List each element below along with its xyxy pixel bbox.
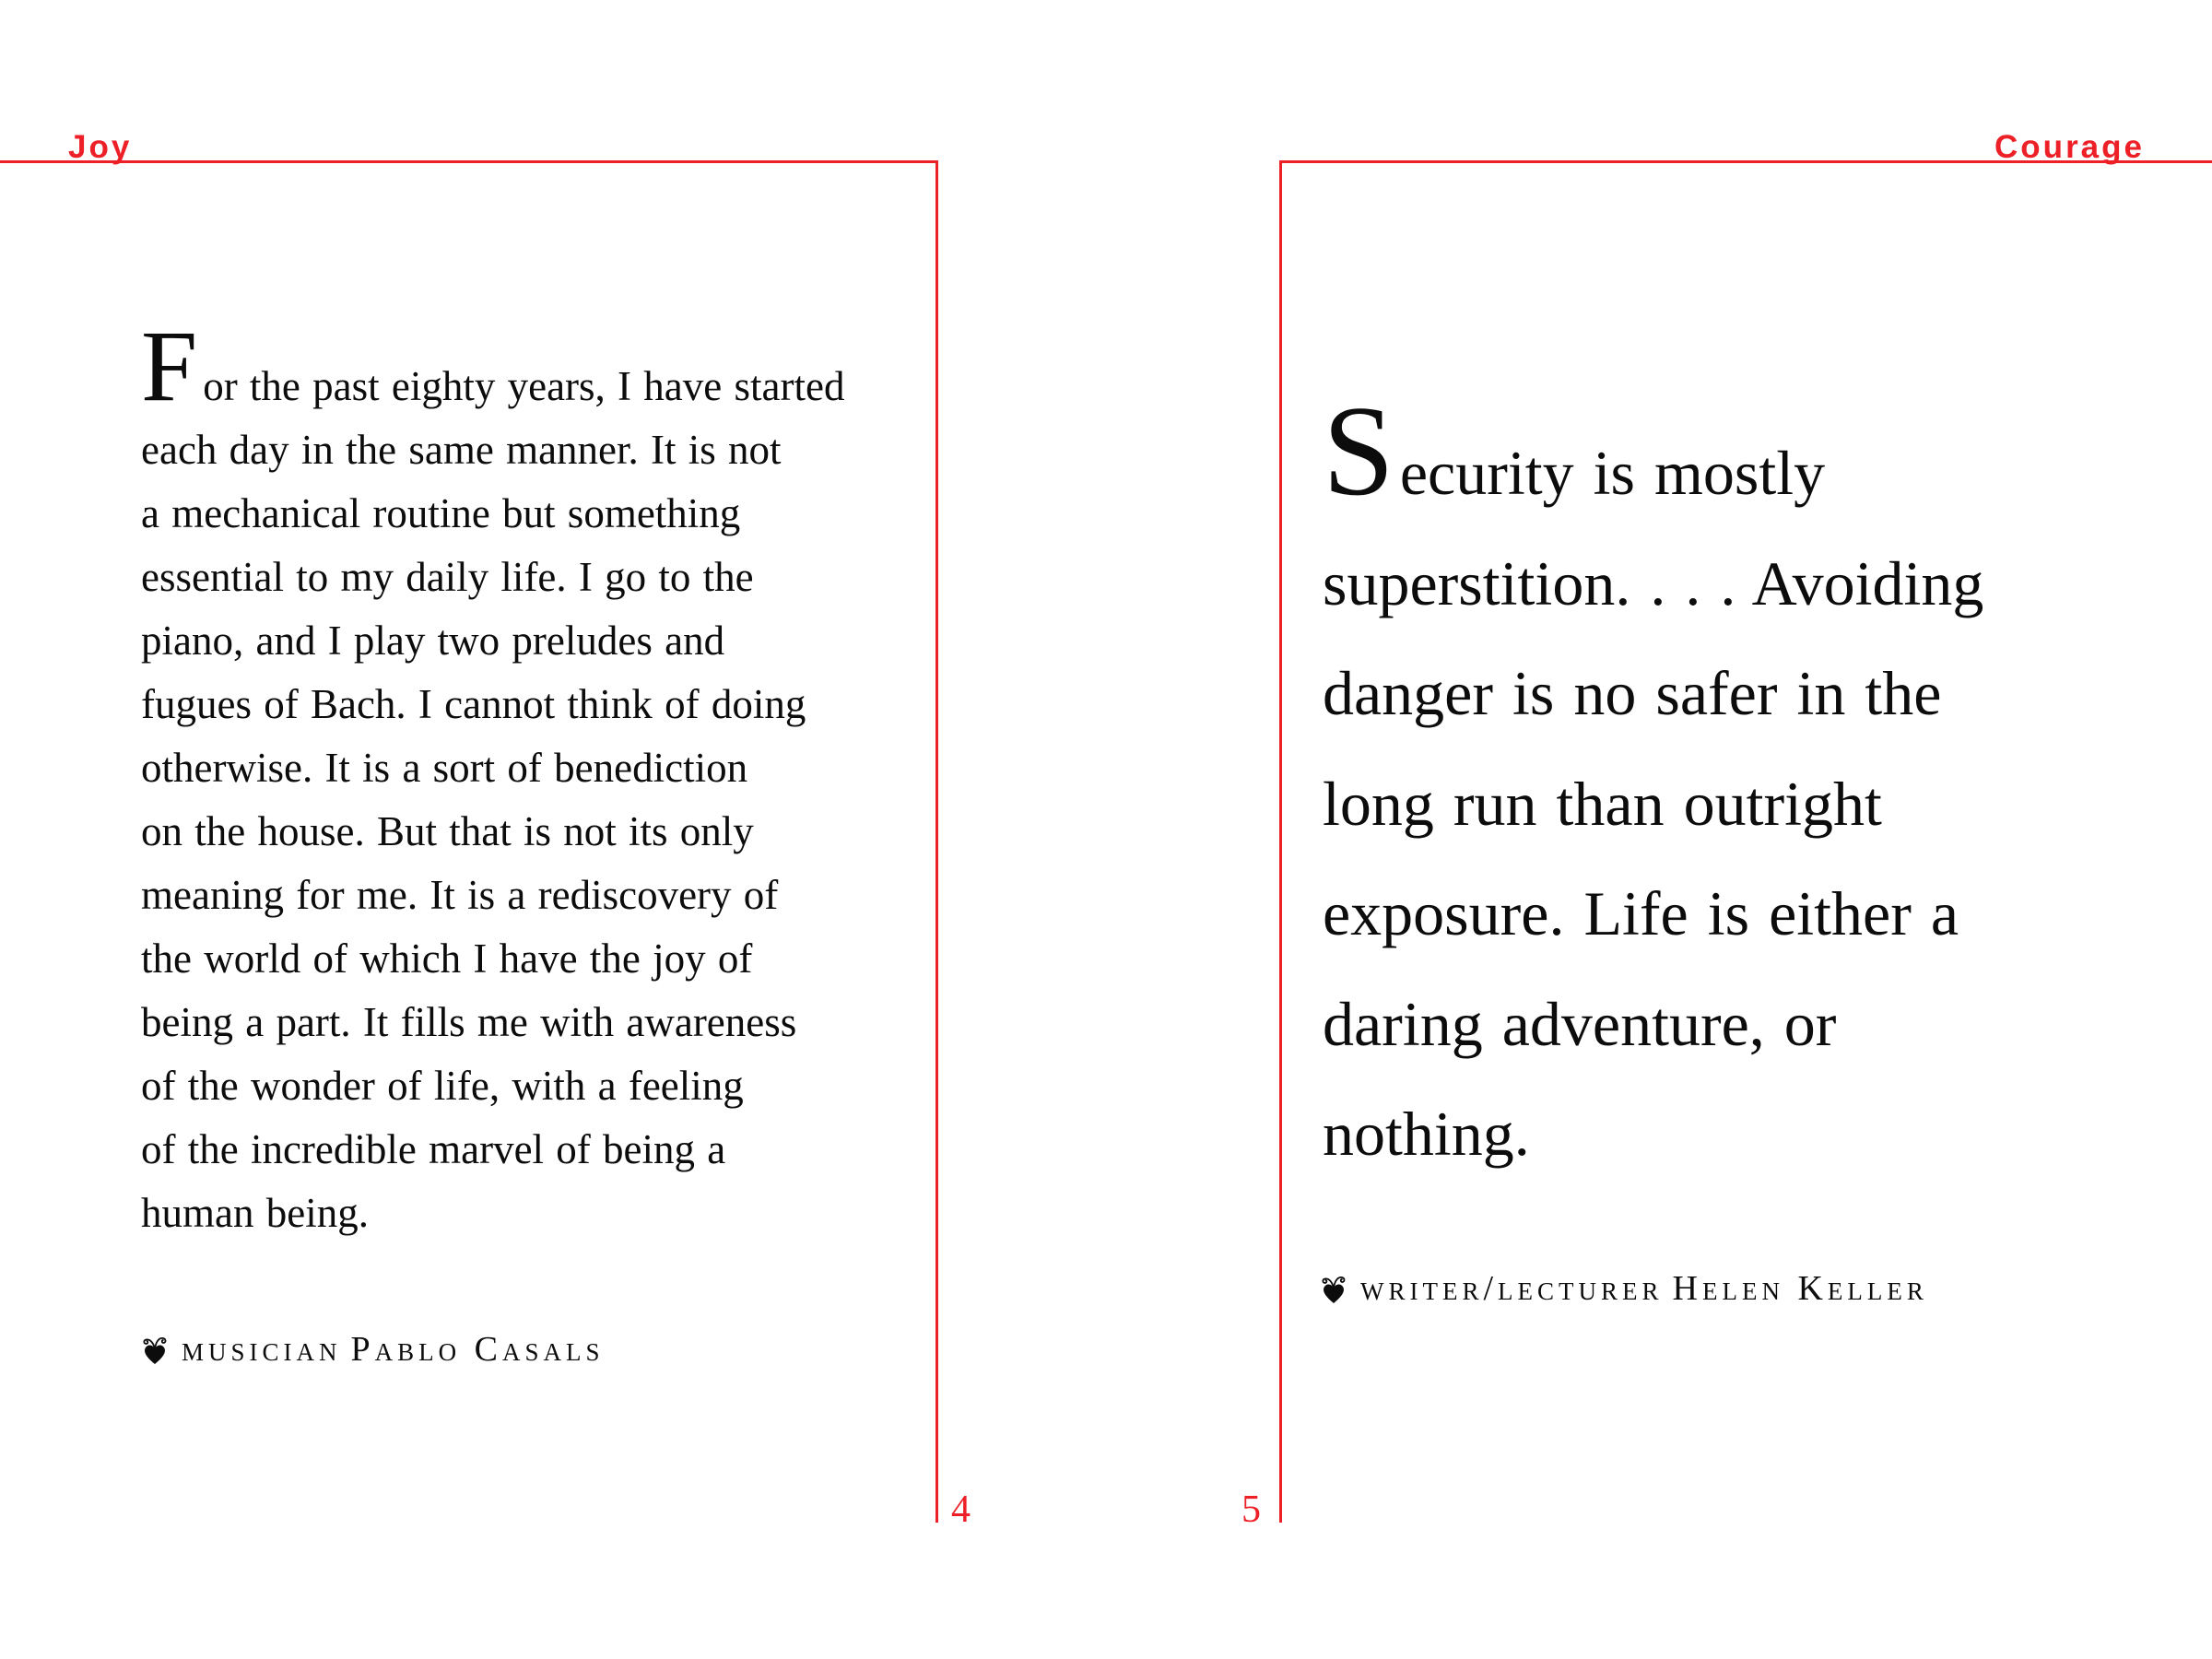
- quote-line: fugues of Bach. I cannot think of doing: [141, 681, 806, 727]
- attribution-role: musician: [182, 1330, 342, 1369]
- hedera-icon: [1320, 1271, 1347, 1313]
- attribution-role: writer/lecturer: [1360, 1269, 1664, 1308]
- right-page-side-rule: [1279, 160, 1282, 1523]
- quote-line: on the house. But that is not its only: [141, 808, 754, 854]
- quote-line: each day in the same manner. It is not: [141, 427, 782, 473]
- page-number-left: 4: [951, 1488, 971, 1531]
- quote-line: [141, 310, 952, 422]
- left-page-top-rule: [0, 160, 938, 163]
- hedera-icon: [141, 1332, 169, 1374]
- quote-block-left: [141, 310, 952, 1245]
- quote-line: a mechanical routine but something: [141, 490, 741, 536]
- quote-line: meaning for me. It is a rediscovery of: [141, 872, 779, 918]
- quote-line: superstition. . . . Avoiding: [1323, 547, 1984, 618]
- attribution-name: Pablo Casals: [350, 1330, 605, 1369]
- running-head-joy: Joy: [68, 129, 133, 165]
- quote-block-right: [1323, 380, 2212, 1190]
- attribution-left: [141, 1329, 605, 1374]
- page-number-right: 5: [1241, 1488, 1261, 1531]
- quote-line: daring adventure, or: [1323, 988, 1837, 1059]
- quote-line: the world of which I have the joy of: [141, 935, 753, 982]
- quote-line-text: ecurity is mostly: [1399, 438, 1826, 508]
- quote-lines-left: [141, 418, 952, 1245]
- raised-cap-right: S: [1323, 380, 1394, 523]
- quote-line: being a part. It fills me with awareness: [141, 999, 797, 1045]
- quote-line: piano, and I play two preludes and: [141, 618, 725, 664]
- quote-lines-right: [1323, 529, 2212, 1190]
- quote-line: nothing.: [1323, 1099, 1530, 1169]
- attribution-name: Helen Keller: [1672, 1269, 1928, 1308]
- raised-cap-left: F: [141, 310, 198, 422]
- quote-line: exposure. Life is either a: [1323, 878, 1959, 948]
- running-head-courage: Courage: [1994, 129, 2145, 165]
- quote-line: danger is no safer in the: [1323, 658, 1942, 728]
- quote-line: [1323, 380, 2212, 529]
- quote-line: of the wonder of life, with a feeling: [141, 1063, 744, 1109]
- quote-line: of the incredible marvel of being a: [141, 1126, 726, 1172]
- quote-line: human being.: [141, 1190, 369, 1236]
- quote-line-text: or the past eighty years, I have started: [203, 363, 845, 409]
- quote-line: otherwise. It is a sort of benediction: [141, 745, 748, 791]
- quote-line: essential to my daily life. I go to the: [141, 554, 754, 600]
- quote-line: long run than outright: [1323, 768, 1882, 839]
- attribution-right: [1320, 1268, 1928, 1313]
